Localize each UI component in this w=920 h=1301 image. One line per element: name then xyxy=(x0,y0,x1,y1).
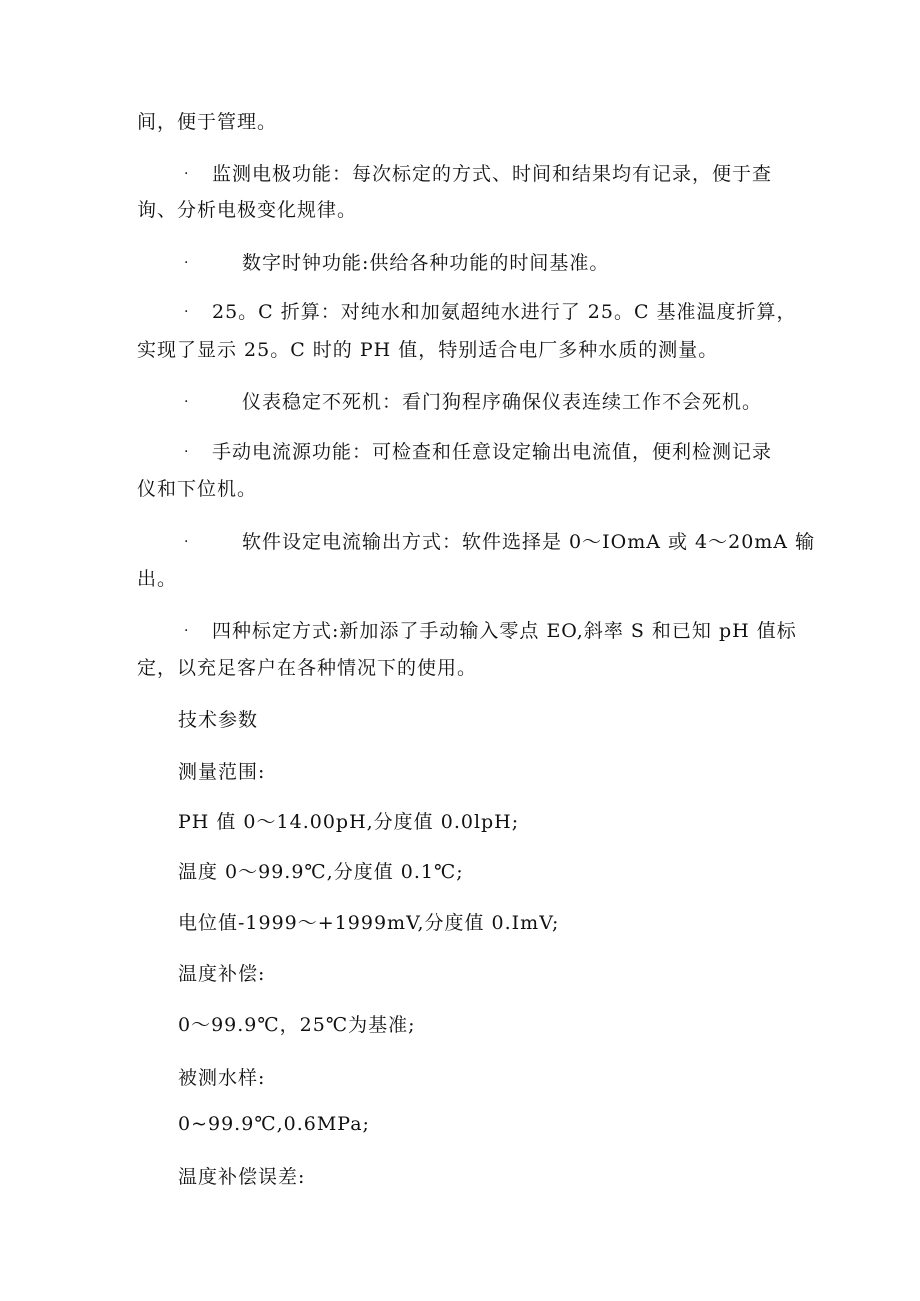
bullet-marker: · xyxy=(184,255,189,271)
param-value: 0~99.9℃,0.6MPa; xyxy=(178,1113,370,1135)
bullet-marker: · xyxy=(184,534,189,550)
text-line: 实现了显示 25。C 时的 PH 值，特别适合电厂多种水质的测量。 xyxy=(137,339,719,361)
text-line: 25。C 折算：对纯水和加氨超纯水进行了 25。C 基准温度折算， xyxy=(212,301,797,323)
text-line: 软件设定电流输出方式：软件选择是 0～IOmA 或 4～20mA 输 xyxy=(242,531,816,553)
text-line: 仪和下位机。 xyxy=(137,478,258,500)
bullet-marker: · xyxy=(184,394,189,410)
text-line: 出。 xyxy=(137,568,178,590)
bullet-marker: · xyxy=(184,444,189,460)
param-value: PH 值 0～14.00pH,分度值 0.0lpH; xyxy=(178,811,520,833)
section-heading: 技术参数 xyxy=(178,709,259,731)
bullet-marker: · xyxy=(184,166,189,182)
param-label: 温度补偿误差: xyxy=(178,1166,306,1188)
param-value: 电位值-1999～+1999mV,分度值 0.ImV; xyxy=(178,912,560,934)
text-line: 监测电极功能：每次标定的方式、时间和结果均有记录，便于查 xyxy=(212,163,773,185)
text-line: 四种标定方式:新加添了手动输入零点 EO,斜率 S 和已知 pH 值标 xyxy=(212,620,797,642)
param-value: 0～99.9℃，25℃为基准; xyxy=(178,1014,416,1036)
text-line: 仪表稳定不死机：看门狗程序确保仪表连续工作不会死机。 xyxy=(242,391,763,413)
text-line: 数字时钟功能:供给各种功能的时间基准。 xyxy=(242,252,610,274)
bullet-marker: · xyxy=(184,623,189,639)
text-line: 定，以充足客户在各种情况下的使用。 xyxy=(137,657,478,679)
bullet-marker: · xyxy=(184,304,189,320)
param-label: 被测水样: xyxy=(178,1067,266,1089)
param-label: 测量范围: xyxy=(178,761,266,783)
text-line: 手动电流源功能：可检查和任意设定输出电流值，便利检测记录 xyxy=(212,441,773,463)
text-line: 间，便于管理。 xyxy=(137,111,278,133)
param-label: 温度补偿: xyxy=(178,963,266,985)
text-line: 询、分析电极变化规律。 xyxy=(137,199,358,221)
param-value: 温度 0～99.9℃,分度值 0.1℃; xyxy=(178,861,464,883)
